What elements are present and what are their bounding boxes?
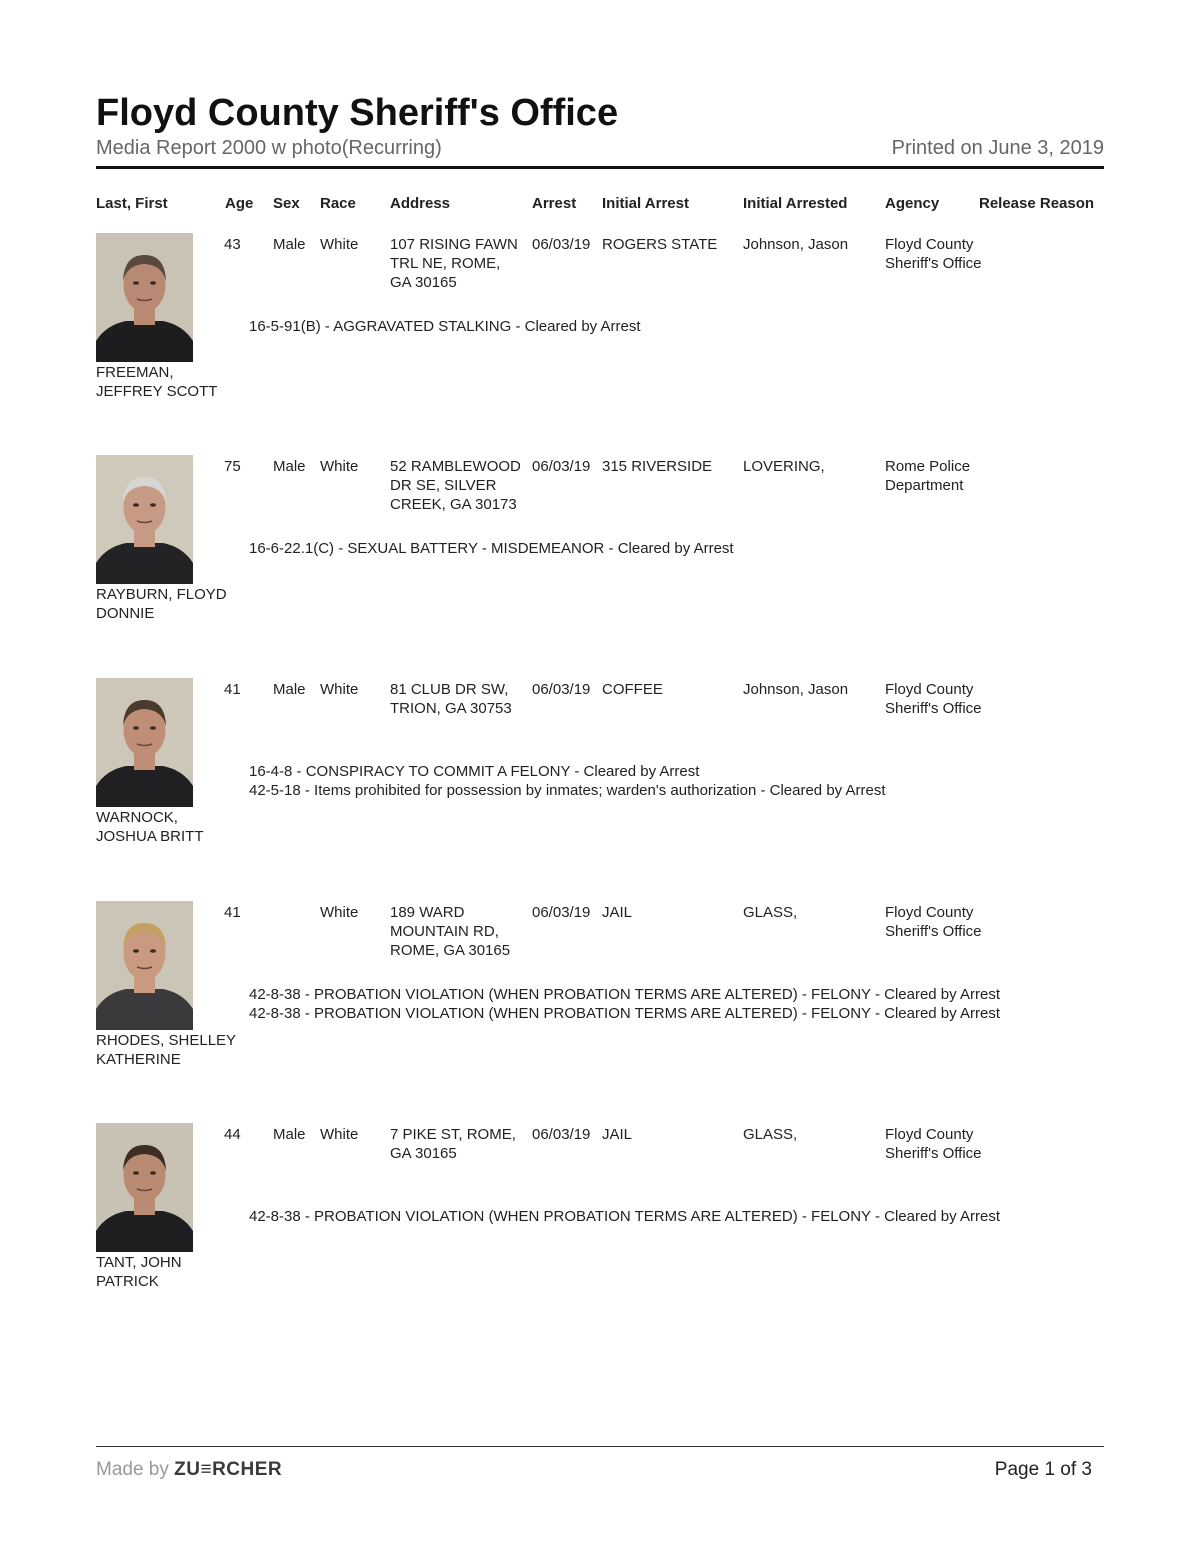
agency-cell — [885, 1125, 982, 1163]
charge-line: 16-6-22.1(C) - SEXUAL BATTERY - MISDEMEANOR - Cleared by Arrest — [249, 540, 734, 557]
agency-line: Floyd County — [885, 1126, 974, 1143]
age-cell: 43 — [224, 236, 241, 253]
sex-cell: Male — [273, 458, 306, 475]
agency-line: Sheriff's Office — [885, 700, 982, 717]
charge-line: 16-4-8 - CONSPIRACY TO COMMIT A FELONY - Cleared by Arrest — [249, 763, 700, 780]
printed-date: Printed on June 3, 2019 — [891, 137, 1104, 159]
arrest-cell: 06/03/19 — [532, 236, 591, 253]
made-by — [96, 1459, 282, 1481]
age-cell: 41 — [224, 681, 241, 698]
report-subtitle: Media Report 2000 w photo(Recurring) — [96, 137, 442, 159]
address-line: 81 CLUB DR SW, — [390, 681, 509, 698]
column-header-initial-arrested: Initial Arrested — [743, 195, 848, 212]
booking-photo — [96, 1123, 193, 1252]
agency-line: Sheriff's Office — [885, 923, 982, 940]
inmate-name-line: PATRICK — [96, 1273, 159, 1290]
initial-arrest-cell: JAIL — [602, 904, 633, 921]
inmate-name-line: JEFFREY SCOTT — [96, 383, 218, 400]
charge-line: 42-8-38 - PROBATION VIOLATION (WHEN PROBATION TERMS ARE ALTERED) - FELONY - Cleared by Arrest — [249, 1005, 1000, 1022]
race-cell: White — [320, 1126, 359, 1143]
column-header-age: Age — [225, 195, 254, 212]
agency-cell — [885, 903, 982, 941]
page-number: Page 1 of 3 — [994, 1459, 1092, 1480]
inmate-name — [96, 808, 256, 846]
agency-cell — [885, 680, 982, 718]
age-cell: 75 — [224, 458, 241, 475]
address-line: 7 PIKE ST, ROME, — [390, 1126, 516, 1143]
inmate-name-line: RAYBURN, FLOYD — [96, 586, 227, 603]
agency-line: Floyd County — [885, 681, 974, 698]
column-header-release-reason: Release Reason — [979, 195, 1095, 212]
address-line: ROME, GA 30165 — [390, 942, 511, 959]
address-line: GA 30165 — [390, 1145, 457, 1162]
made-by-label: Made by — [96, 1459, 169, 1480]
address-cell — [390, 457, 521, 514]
column-header-initial-arrest: Initial Arrest — [602, 195, 689, 212]
sex-cell: Male — [273, 681, 306, 698]
race-cell: White — [320, 236, 359, 253]
race-cell: White — [320, 681, 359, 698]
address-cell — [390, 680, 512, 718]
sex-cell: Male — [273, 236, 306, 253]
booking-photo — [96, 455, 193, 584]
column-header-race: Race — [320, 195, 356, 212]
agency-cell — [885, 235, 982, 273]
agency-line: Floyd County — [885, 904, 974, 921]
age-cell: 41 — [224, 904, 241, 921]
column-header-agency: Agency — [885, 195, 940, 212]
agency-line: Floyd County — [885, 236, 974, 253]
charges-list — [249, 762, 886, 800]
initial-arrested-cell: GLASS, — [743, 904, 798, 921]
column-header-sex: Sex — [273, 195, 300, 212]
initial-arrested-cell: GLASS, — [743, 1126, 798, 1143]
charges-list — [249, 539, 734, 558]
sex-cell: Male — [273, 1126, 306, 1143]
inmate-name — [96, 363, 256, 401]
charge-line: 42-8-38 - PROBATION VIOLATION (WHEN PROBATION TERMS ARE ALTERED) - FELONY - Cleared by Arrest — [249, 986, 1000, 1003]
charge-line: 42-8-38 - PROBATION VIOLATION (WHEN PROBATION TERMS ARE ALTERED) - FELONY - Cleared by Arrest — [249, 1208, 1000, 1225]
arrest-cell: 06/03/19 — [532, 1126, 591, 1143]
race-cell: White — [320, 458, 359, 475]
agency-cell — [885, 457, 970, 495]
address-line: GA 30165 — [390, 274, 457, 291]
report-title: Floyd County Sheriff's Office — [96, 92, 619, 134]
address-line: MOUNTAIN RD, — [390, 923, 499, 940]
address-line: 189 WARD — [390, 904, 465, 921]
arrest-cell: 06/03/19 — [532, 681, 591, 698]
charges-list — [249, 985, 1000, 1023]
initial-arrested-cell: Johnson, Jason — [743, 681, 849, 698]
inmate-name-line: DONNIE — [96, 605, 155, 622]
inmate-name-line: WARNOCK, — [96, 809, 178, 826]
address-line: 52 RAMBLEWOOD — [390, 458, 521, 475]
arrest-cell: 06/03/19 — [532, 458, 591, 475]
agency-line: Rome Police — [885, 458, 971, 475]
initial-arrest-cell: COFFEE — [602, 681, 663, 698]
inmate-name-line: TANT, JOHN — [96, 1254, 182, 1271]
header-rule — [96, 166, 1104, 169]
initial-arrest-cell: ROGERS STATE — [602, 236, 718, 253]
agency-line: Sheriff's Office — [885, 1145, 982, 1162]
address-cell — [390, 235, 518, 292]
charge-line: 42-5-18 - Items prohibited for possession by inmates; warden's authorization - Cleared by Arrest — [249, 782, 886, 799]
inmate-name-line: KATHERINE — [96, 1051, 181, 1068]
arrest-record — [0, 455, 1200, 635]
arrest-record — [0, 678, 1200, 858]
zuercher-logo: ZU≡RCHER — [174, 1459, 283, 1480]
charge-line: 16-5-91(B) - AGGRAVATED STALKING - Cleared by Arrest — [249, 318, 641, 335]
address-cell — [390, 903, 510, 960]
address-line: DR SE, SILVER — [390, 477, 497, 494]
inmate-name-line: JOSHUA BRITT — [96, 828, 204, 845]
arrest-record — [0, 901, 1200, 1081]
age-cell: 44 — [224, 1126, 241, 1143]
agency-line: Sheriff's Office — [885, 255, 982, 272]
booking-photo — [96, 678, 193, 807]
booking-photo — [96, 901, 193, 1030]
race-cell: White — [320, 904, 359, 921]
inmate-name-line: FREEMAN, — [96, 364, 174, 381]
address-line: CREEK, GA 30173 — [390, 496, 517, 513]
column-header-address: Address — [390, 195, 451, 212]
address-cell — [390, 1125, 516, 1163]
inmate-name — [96, 585, 256, 623]
initial-arrested-cell: Johnson, Jason — [743, 236, 849, 253]
inmate-name — [96, 1253, 256, 1291]
initial-arrested-cell: LOVERING, — [743, 458, 825, 475]
charges-list — [249, 317, 641, 336]
column-header-arrest: Arrest — [532, 195, 577, 212]
inmate-name-line: RHODES, SHELLEY — [96, 1032, 237, 1049]
column-header-name: Last, First — [96, 195, 168, 212]
address-line: TRL NE, ROME, — [390, 255, 501, 272]
address-line: TRION, GA 30753 — [390, 700, 512, 717]
agency-line: Department — [885, 477, 964, 494]
arrest-record — [0, 1123, 1200, 1303]
booking-photo — [96, 233, 193, 362]
inmate-name — [96, 1031, 256, 1069]
footer-rule — [96, 1446, 1104, 1447]
initial-arrest-cell: JAIL — [602, 1126, 633, 1143]
arrest-record — [0, 233, 1200, 413]
address-line: 107 RISING FAWN — [390, 236, 518, 253]
arrest-cell: 06/03/19 — [532, 904, 591, 921]
charges-list — [249, 1207, 1000, 1226]
initial-arrest-cell: 315 RIVERSIDE — [602, 458, 713, 475]
